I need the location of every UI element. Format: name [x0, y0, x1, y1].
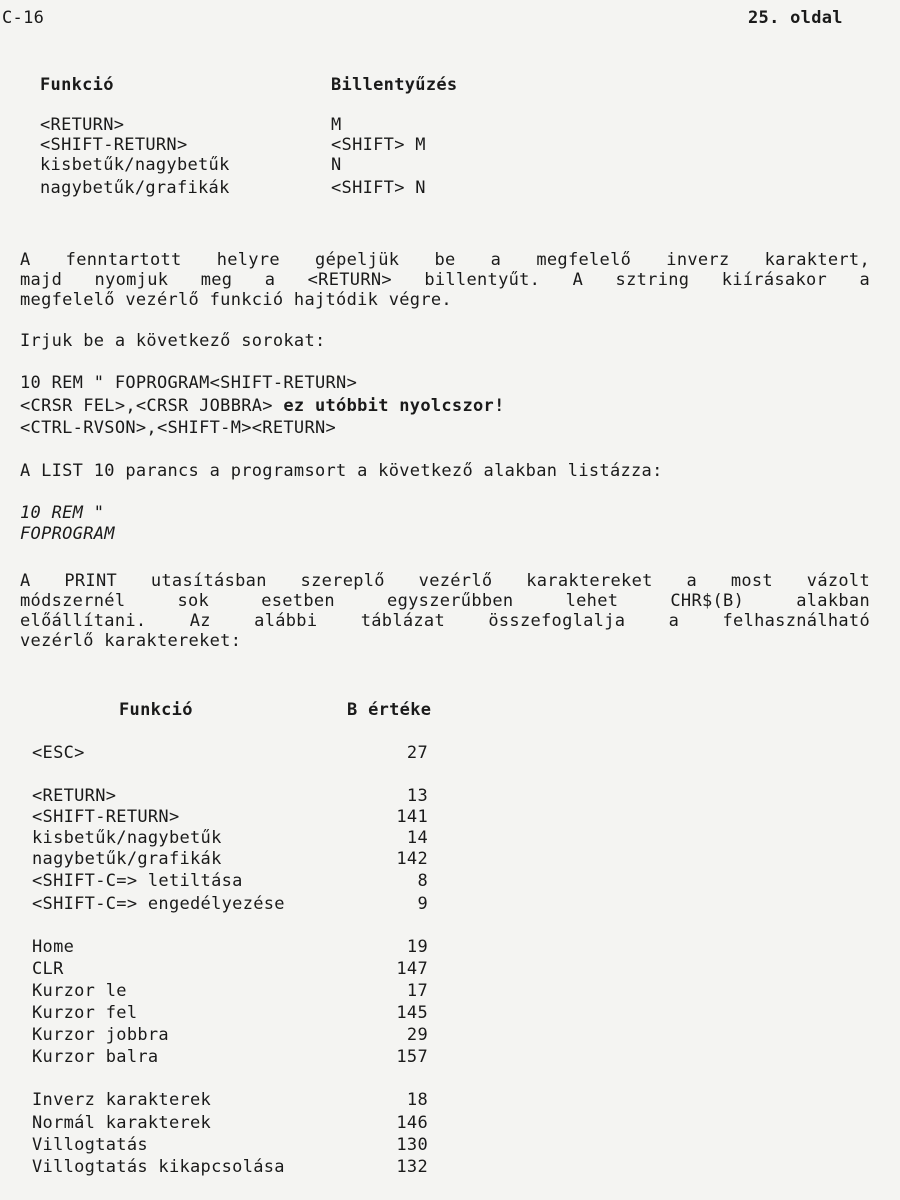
table2-func: <RETURN>: [32, 786, 117, 806]
table2-value: 142: [396, 849, 428, 869]
paragraph-line: előállítani. Az alábbi táblázat összefoglalja a felhasználható: [20, 611, 870, 631]
table2-func: Home: [32, 937, 75, 957]
paragraph-line: vezérlő karaktereket:: [20, 631, 242, 651]
paragraph-chr: [20, 571, 870, 651]
table1-key: N: [331, 155, 342, 175]
table1-key: <SHIFT> N: [331, 178, 426, 198]
table2-value: 146: [396, 1113, 428, 1133]
table2-value: 29: [406, 1025, 428, 1045]
table2-value: 132: [396, 1157, 428, 1177]
code-line: [20, 396, 505, 416]
table2-func: <SHIFT-C=> engedélyezése: [32, 894, 285, 914]
table2-func: kisbetűk/nagybetűk: [32, 828, 222, 848]
paragraph-intro: [20, 250, 870, 310]
table1-col1-header: Funkció: [40, 75, 114, 95]
table2-func: <SHIFT-RETURN>: [32, 807, 180, 827]
table2-func: Inverz karakterek: [32, 1090, 212, 1110]
table2-value: 130: [396, 1135, 428, 1155]
table2-func: Kurzor jobbra: [32, 1025, 169, 1045]
table2-func: Kurzor le: [32, 981, 127, 1001]
table2-value: 8: [417, 871, 428, 891]
paragraph-line: A fenntartott helyre gépeljük be a megfelelő inverz karaktert,: [20, 250, 870, 270]
table1-func: kisbetűk/nagybetűk: [40, 155, 230, 175]
table2-func: nagybetűk/grafikák: [32, 849, 222, 869]
page-code: C-16: [2, 8, 45, 28]
paragraph-list-intro: A LIST 10 parancs a programsort a következő alakban listázza:: [20, 461, 663, 481]
paragraph-line: A PRINT utasításban szereplő vezérlő karaktereket a most vázolt: [20, 571, 870, 591]
paragraph-line: módszernél sok esetben egyszerűbben lehet CHR$(B) alakban: [20, 591, 870, 611]
table1-func: nagybetűk/grafikák: [40, 178, 230, 198]
table2-col1-header: Funkció: [119, 700, 193, 720]
table2-value: 145: [396, 1003, 428, 1023]
table2-func: Villogtatás kikapcsolása: [32, 1157, 285, 1177]
table2-value: 147: [396, 959, 428, 979]
table2-func: Kurzor fel: [32, 1003, 138, 1023]
table2-func: <ESC>: [32, 743, 85, 763]
table1-func: <SHIFT-RETURN>: [40, 135, 188, 155]
table2-value: 141: [396, 807, 428, 827]
paragraph-line: majd nyomjuk meg a <RETURN> billentyűt. A sztring kiírásakor a: [20, 270, 870, 290]
table2-func: Normál karakterek: [32, 1113, 212, 1133]
table2-value: 17: [406, 981, 428, 1001]
table1-key: M: [331, 115, 342, 135]
listing-line: 10 REM ": [20, 503, 105, 523]
listing-line: FOPROGRAM: [20, 524, 115, 544]
table2-value: 9: [417, 894, 428, 914]
code-line: 10 REM " FOPROGRAM<SHIFT-RETURN>: [20, 373, 358, 393]
table2-value: 19: [406, 937, 428, 957]
table2-func: CLR: [32, 959, 64, 979]
table1-func: <RETURN>: [40, 115, 125, 135]
code-text: <CRSR FEL>,<CRSR JOBBRA>: [20, 396, 284, 416]
paragraph-instruction: Irjuk be a következő sorokat:: [20, 331, 326, 351]
table2-value: 13: [406, 786, 428, 806]
page-number: 25. oldal: [748, 8, 843, 28]
table2-func: Kurzor balra: [32, 1047, 159, 1067]
table2-value: 157: [396, 1047, 428, 1067]
table2-func: Villogtatás: [32, 1135, 148, 1155]
table1-col2-header: Billentyűzés: [331, 75, 458, 95]
table2-func: <SHIFT-C=> letiltása: [32, 871, 243, 891]
table2-value: 27: [406, 743, 428, 763]
code-line: <CTRL-RVSON>,<SHIFT-M><RETURN>: [20, 418, 337, 438]
paragraph-line: megfelelő vezérlő funkció hajtódik végre.: [20, 290, 452, 310]
table1-key: <SHIFT> M: [331, 135, 426, 155]
table2-col2-header: B értéke: [347, 700, 432, 720]
table2-value: 14: [406, 828, 428, 848]
table2-value: 18: [406, 1090, 428, 1110]
code-comment: ez utóbbit nyolcszor!: [283, 396, 505, 416]
